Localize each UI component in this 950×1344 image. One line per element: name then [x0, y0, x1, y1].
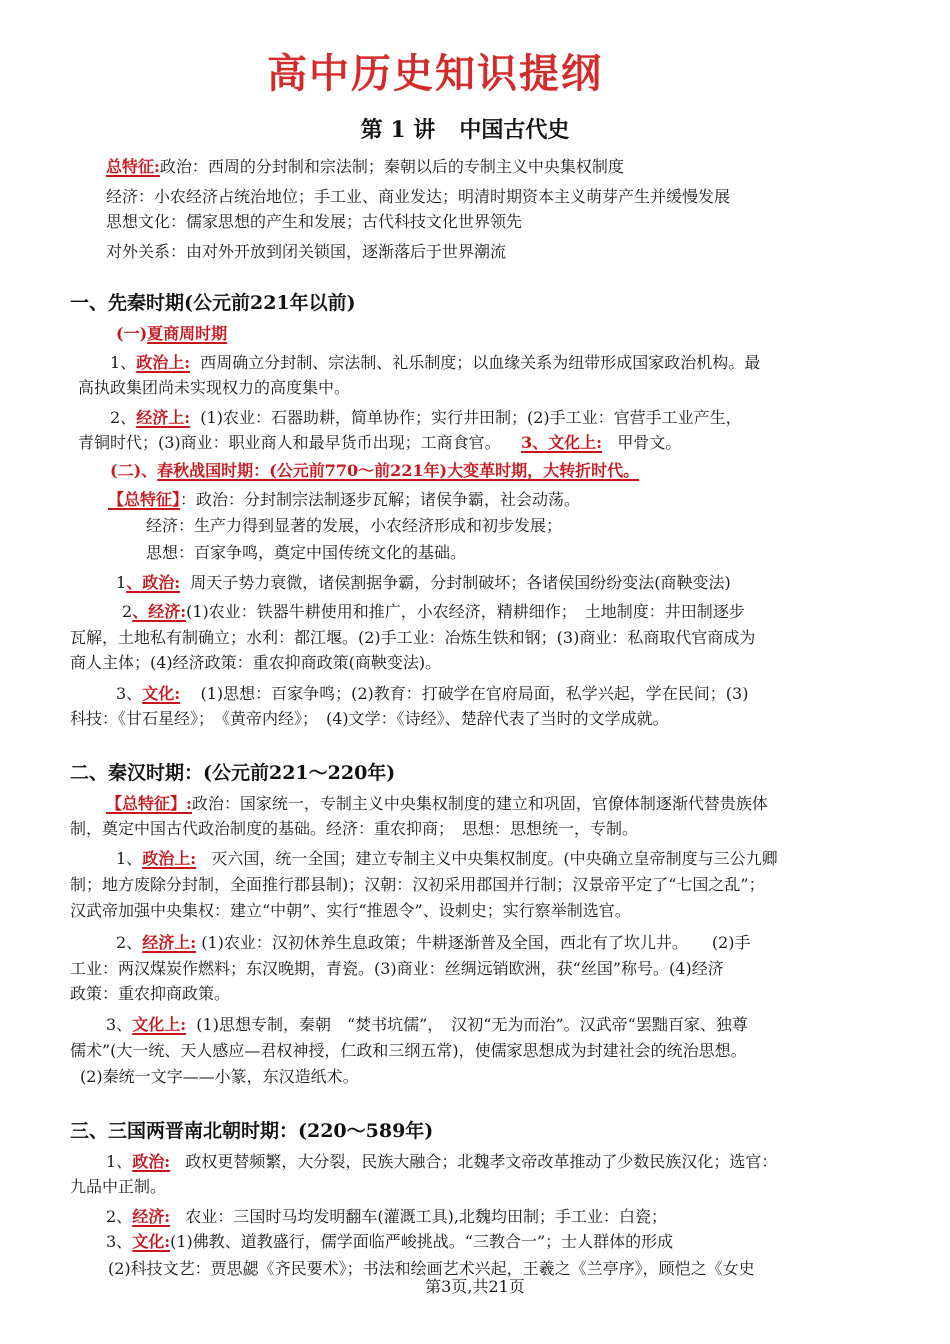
s1-b1-num: 1: [116, 573, 127, 592]
s1-b2-num: 2: [122, 602, 133, 621]
s2-p3-line3: (2)秦统一文字——小篆，东汉造纸术。: [80, 1067, 359, 1086]
s2-p3-text: (1)思想专制，秦朝 “焚书坑儒”， 汉初“无为而治”。汉武帝“罢黜百家、独尊: [196, 1015, 748, 1034]
s1-p3-text: 甲骨文。: [617, 433, 682, 452]
s2-p1-label: 政治上:: [142, 849, 197, 868]
s1-b-feature-line: [108, 489, 580, 511]
s3-p1-line2: 九品中正制。: [70, 1177, 167, 1196]
s1-b3-label: 文化:: [142, 684, 181, 703]
s1-p3-label: 3、文化上:: [521, 433, 603, 452]
s1-b3-line2: 科技：《甘石星经》； 《黄帝内经》； (4)文学：《诗经》、楚辞代表了当时的文学成就。: [70, 709, 669, 728]
s3-p2-text: 农业：三国时马均发明翻车(灌溉工具),北魏均田制；手工业：白瓷；: [185, 1207, 667, 1226]
s1-b1-line: [116, 572, 731, 594]
s1-b2-label: 、经济:: [132, 602, 187, 621]
s1-b2-text: (1)农业：铁器牛耕使用和推广，小农经济，精耕细作； 土地制度：井田制逐步: [186, 602, 745, 621]
lecture-heading: [0, 113, 930, 144]
s3-p3-text: (1)佛教、道教盛行，儒学面临严峻挑战。“三教合一”；士人群体的形成: [170, 1232, 674, 1251]
s2-feature-line2: 制，奠定中国古代政治制度的基础。经济：重农抑商； 思想：思想统一，专制。: [70, 819, 639, 838]
s1-b-label: 春秋战国时期：(公元前770～前221年)大变革时期，大转折时代。: [157, 461, 640, 480]
s1-p1-label: 政治上:: [136, 353, 191, 372]
s2-p2-line1: [116, 932, 751, 954]
s1-p2-text: (1)农业：石器助耕，简单协作；实行井田制；(2)手工业：官营手工业产生，: [200, 408, 742, 427]
overview-foreign: 对外关系：由对外开放到闭关锁国，逐渐落后于世界潮流: [106, 242, 507, 261]
s1-b-feature-thought: 思想：百家争鸣，奠定中国传统文化的基础。: [146, 543, 467, 562]
s1-p2-line2: [78, 432, 681, 454]
s2-p1-line1: [116, 848, 778, 870]
s2-p2-line3: 政策：重农抑商政策。: [70, 984, 231, 1003]
s2-p3-num: 3、: [106, 1015, 133, 1034]
s2-p1-num: 1、: [116, 849, 143, 868]
overview-politics: 政治：西周的分封制和宗法制；秦朝以后的专制主义中央集权制度: [159, 157, 624, 176]
s3-p3-line2: (2)科技文艺：贾思勰《齐民要术》；书法和绘画艺术兴起，王羲之《兰亭序》，顾恺之《女史: [108, 1259, 755, 1278]
s2-p1-line2: 制；地方废除分封制，全面推行郡县制)；汉朝：汉初采用郡国并行制；汉景帝平定了“七国之乱”；: [70, 875, 765, 894]
s1-subsection-a: [116, 323, 227, 345]
s1-p1-text: 西周确立分封制、宗法制、礼乐制度；以血缘关系为纽带形成国家政治机构。最: [200, 353, 761, 372]
s3-p1-num: 1、: [106, 1152, 133, 1171]
s2-p3-line2: 儒术”(大一统、天人感应—君权神授，仁政和三纲五常)，使儒家思想成为封建社会的统治思想。: [70, 1041, 747, 1060]
s1-b2-line3: 商人主体；(4)经济政策：重农抑商政策(商鞅变法)。: [70, 653, 442, 672]
document-title: 高中历史知识提纲: [267, 50, 603, 97]
s3-p2-line1: [106, 1206, 667, 1228]
s2-p2-num: 2、: [116, 933, 143, 952]
s1-b-feature-politics: ：政治：分封制宗法制逐步瓦解；诸侯争霸，社会动荡。: [180, 490, 581, 509]
s1-p2-num: 2、: [110, 408, 137, 427]
s3-p3-label: 文化:: [132, 1232, 171, 1251]
overview-economy: 经济：小农经济占统治地位；手工业、商业发达；明清时期资本主义萌芽产生并缓慢发展: [106, 187, 731, 206]
s1-b2-line1: [122, 601, 745, 623]
s1-p2-line1: [110, 407, 742, 429]
s2-p2-text: (1)农业：汉初休养生息政策；牛耕逐渐普及全国，西北有了坎儿井。 (2)手: [201, 933, 751, 952]
s1-a-label: 夏商周时期: [147, 324, 228, 343]
s3-p3-num: 3、: [106, 1232, 133, 1251]
s1-b3-line1: [116, 683, 748, 705]
s1-subsection-b: [110, 460, 639, 482]
overview-culture: 思想文化：儒家思想的产生和发展；古代科技文化世界领先: [106, 212, 523, 231]
s1-p2-text2: 青铜时代；(3)商业：职业商人和最早货币出现；工商食官。: [78, 433, 501, 452]
s3-p1-text: 政权更替频繁，大分裂，民族大融合；北魏孝文帝改革推动了少数民族汉化；选官：: [185, 1152, 778, 1171]
lecture-number: 第 1 讲: [360, 117, 436, 143]
overview-label: 总特征:: [106, 157, 160, 176]
overview-politics-line: [106, 156, 624, 178]
s1-b-feature-label: 【总特征】: [108, 490, 181, 509]
s3-p3-line1: [106, 1231, 673, 1253]
s2-p2-label: 经济上:: [142, 933, 197, 952]
s2-feature-line1: [106, 793, 768, 815]
s2-p1-text: 灭六国，统一全国；建立专制主义中央集权制度。(中央确立皇帝制度与三公九卿: [211, 849, 778, 868]
section-1-heading: 一、先秦时期(公元前221年以前): [70, 292, 356, 314]
lecture-name: 中国古代史: [459, 117, 570, 143]
s1-p2-label: 经济上:: [136, 408, 191, 427]
s1-p1-line1: [110, 352, 760, 374]
s3-p2-num: 2、: [106, 1207, 133, 1226]
s2-feature-text: 政治：国家统一，专制主义中央集权制度的建立和巩固，官僚体制逐渐代替贵族体: [191, 794, 768, 813]
s2-p1-line3: 汉武帝加强中央集权：建立“中朝”、实行“推恩令”、设刺史；实行察举制选官。: [70, 901, 631, 920]
s2-p2-line2: 工业：两汉煤炭作燃料；东汉晚期，青瓷。(3)商业：丝绸远销欧洲，获“丝国”称号。(4)经济: [70, 959, 724, 978]
s1-b-prefix: (二)、: [110, 461, 158, 480]
s2-p3-label: 文化上:: [132, 1015, 187, 1034]
s2-p3-line1: [106, 1014, 748, 1036]
s1-p1-num: 1、: [110, 353, 137, 372]
s3-p2-label: 经济:: [132, 1207, 171, 1226]
s1-b1-text: 周天子势力衰微，诸侯割据争霸，分封制破坏；各诸侯国纷纷变法(商鞅变法): [190, 573, 731, 592]
s1-b3-text: (1)思想：百家争鸣；(2)教育：打破学在官府局面，私学兴起，学在民间；(3): [200, 684, 749, 703]
s3-p1-line1: [106, 1151, 777, 1173]
s1-p1-line2: 高执政集团尚未实现权力的高度集中。: [78, 378, 351, 397]
s1-b3-num: 3、: [116, 684, 143, 703]
s1-b1-label: 、政治:: [126, 573, 181, 592]
section-2-heading: 二、秦汉时期：(公元前221～220年): [70, 762, 396, 784]
s2-feature-label: 【总特征】:: [106, 794, 192, 813]
s1-b-feature-economy: 经济：生产力得到显著的发展，小农经济形成和初步发展；: [146, 516, 563, 535]
s1-b2-line2: 瓦解，土地私有制确立；水利：都江堰。(2)手工业：冶炼生铁和钢；(3)商业：私商取代官商成为: [70, 628, 756, 647]
section-3-heading: 三、三国两晋南北朝时期：(220～589年): [70, 1120, 434, 1142]
s1-a-prefix: (一): [116, 324, 148, 343]
page-number: 第3页,共21页: [425, 1277, 525, 1296]
s3-p1-label: 政治:: [132, 1152, 171, 1171]
